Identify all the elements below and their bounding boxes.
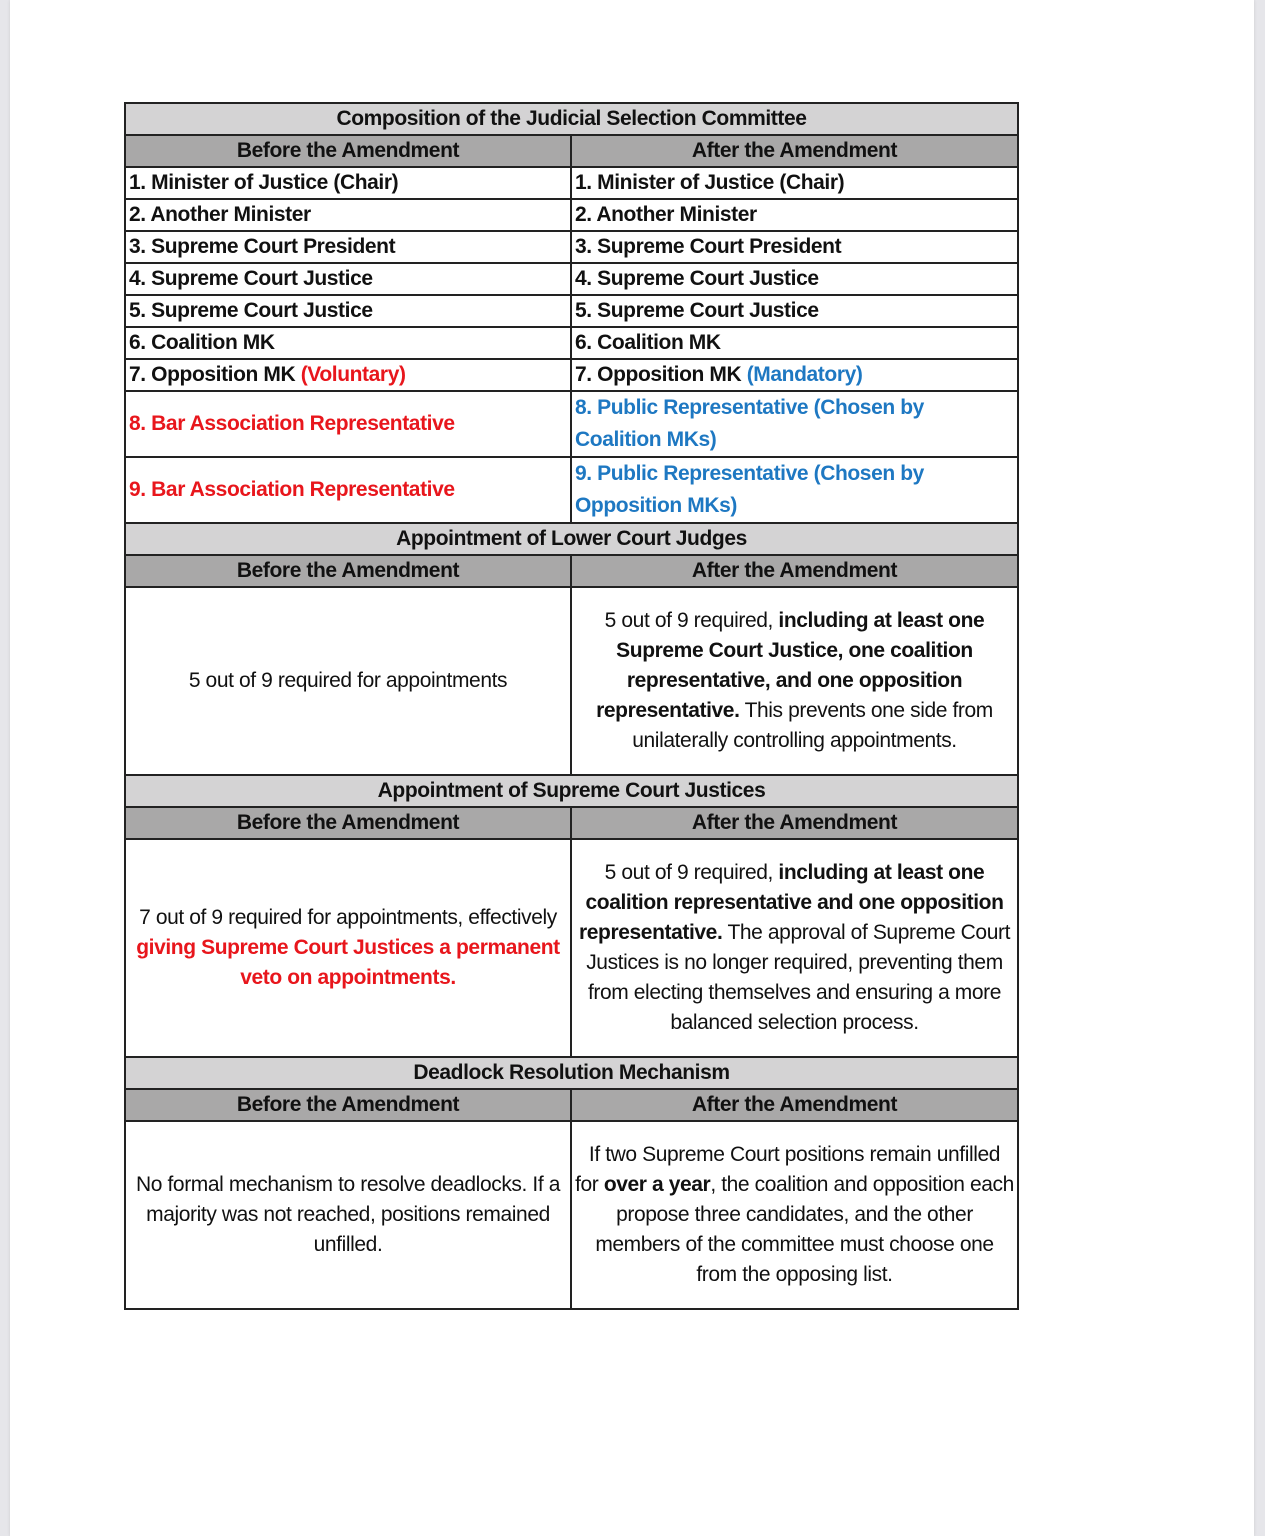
table-row: [125, 839, 1018, 1057]
member-before-removed: 8. Bar Association Representative: [125, 391, 571, 457]
table-row: [125, 457, 1018, 523]
column-header-after: After the Amendment: [571, 1089, 1018, 1121]
text-span: If two Supreme Court positions remain unfilled for: [575, 1143, 1001, 1196]
column-header-before: Before the Amendment: [125, 555, 571, 587]
member-after: [571, 359, 1018, 391]
column-header-after: After the Amendment: [571, 555, 1018, 587]
column-header-before: Before the Amendment: [125, 135, 571, 167]
text-span: 5 out of 9 required,: [604, 609, 779, 632]
member-before: 3. Supreme Court President: [125, 231, 571, 263]
text-span: This prevents one side from unilaterally controlling appointments.: [632, 699, 993, 752]
mandatory-note: (Mandatory): [746, 363, 863, 386]
table-row: [125, 295, 1018, 327]
veto-emphasis: giving Supreme Court Justices a permanent veto on appointments.: [136, 936, 560, 989]
member-label: 7. Opposition MK: [129, 363, 301, 386]
table-row: [125, 167, 1018, 199]
document-page: [10, 0, 1254, 1536]
lower-court-after: [571, 587, 1018, 775]
supreme-court-after: [571, 839, 1018, 1057]
member-after: 3. Supreme Court President: [571, 231, 1018, 263]
table-row: [125, 359, 1018, 391]
column-header-row: [125, 555, 1018, 587]
supreme-court-before: [125, 839, 571, 1057]
column-header-before: Before the Amendment: [125, 1089, 571, 1121]
text-span: 7 out of 9 required for appointments, effectively: [139, 906, 557, 929]
section-header-lower-court: [125, 523, 1018, 555]
section-title: Composition of the Judicial Selection Committee: [125, 103, 1018, 135]
table-row: [125, 199, 1018, 231]
text-span: 5 out of 9 required,: [604, 861, 779, 884]
table-row: [125, 587, 1018, 775]
text-span: The approval of Supreme Court Justices is no longer required, preventing them from electing themselves and ensuring a more balanced selection process.: [586, 921, 1011, 1034]
section-title: Appointment of Supreme Court Justices: [125, 775, 1018, 807]
text-span: , the coalition and opposition each propose three candidates, and the other members of the committee must choose one from the opposing list.: [595, 1173, 1014, 1286]
section-header-composition: [125, 103, 1018, 135]
column-header-row: [125, 1089, 1018, 1121]
member-before: 2. Another Minister: [125, 199, 571, 231]
lower-court-before: 5 out of 9 required for appointments: [125, 587, 571, 775]
member-before: 5. Supreme Court Justice: [125, 295, 571, 327]
section-header-deadlock: [125, 1057, 1018, 1089]
table-row: [125, 1121, 1018, 1309]
table-row: [125, 391, 1018, 457]
member-after: 4. Supreme Court Justice: [571, 263, 1018, 295]
member-after: 2. Another Minister: [571, 199, 1018, 231]
member-after-added: 9. Public Representative (Chosen by Opposition MKs): [571, 457, 1018, 523]
member-after: 1. Minister of Justice (Chair): [571, 167, 1018, 199]
member-before-removed: 9. Bar Association Representative: [125, 457, 571, 523]
deadlock-before: No formal mechanism to resolve deadlocks. If a majority was not reached, positions remained unfilled.: [125, 1121, 571, 1309]
table-row: [125, 327, 1018, 359]
member-before: [125, 359, 571, 391]
member-after: 6. Coalition MK: [571, 327, 1018, 359]
emphasis-text: over a year: [603, 1173, 711, 1196]
member-label: 7. Opposition MK: [575, 363, 747, 386]
emphasis-text: including at least one Supreme Court Justice, one coalition representative, and one opposition representative.: [596, 609, 985, 722]
section-title: Deadlock Resolution Mechanism: [125, 1057, 1018, 1089]
column-header-after: After the Amendment: [571, 135, 1018, 167]
column-header-row: [125, 807, 1018, 839]
column-header-row: [125, 135, 1018, 167]
emphasis-text: including at least one coalition representative and one opposition representative.: [578, 861, 1004, 944]
member-before: 4. Supreme Court Justice: [125, 263, 571, 295]
section-title: Appointment of Lower Court Judges: [125, 523, 1018, 555]
section-header-supreme-court: [125, 775, 1018, 807]
deadlock-after: [571, 1121, 1018, 1309]
member-before: 6. Coalition MK: [125, 327, 571, 359]
table-row: [125, 231, 1018, 263]
column-header-before: Before the Amendment: [125, 807, 571, 839]
member-after: 5. Supreme Court Justice: [571, 295, 1018, 327]
comparison-table: [124, 102, 1019, 1310]
voluntary-note: (Voluntary): [300, 363, 406, 386]
table-row: [125, 263, 1018, 295]
member-before: 1. Minister of Justice (Chair): [125, 167, 571, 199]
column-header-after: After the Amendment: [571, 807, 1018, 839]
member-after-added: 8. Public Representative (Chosen by Coalition MKs): [571, 391, 1018, 457]
